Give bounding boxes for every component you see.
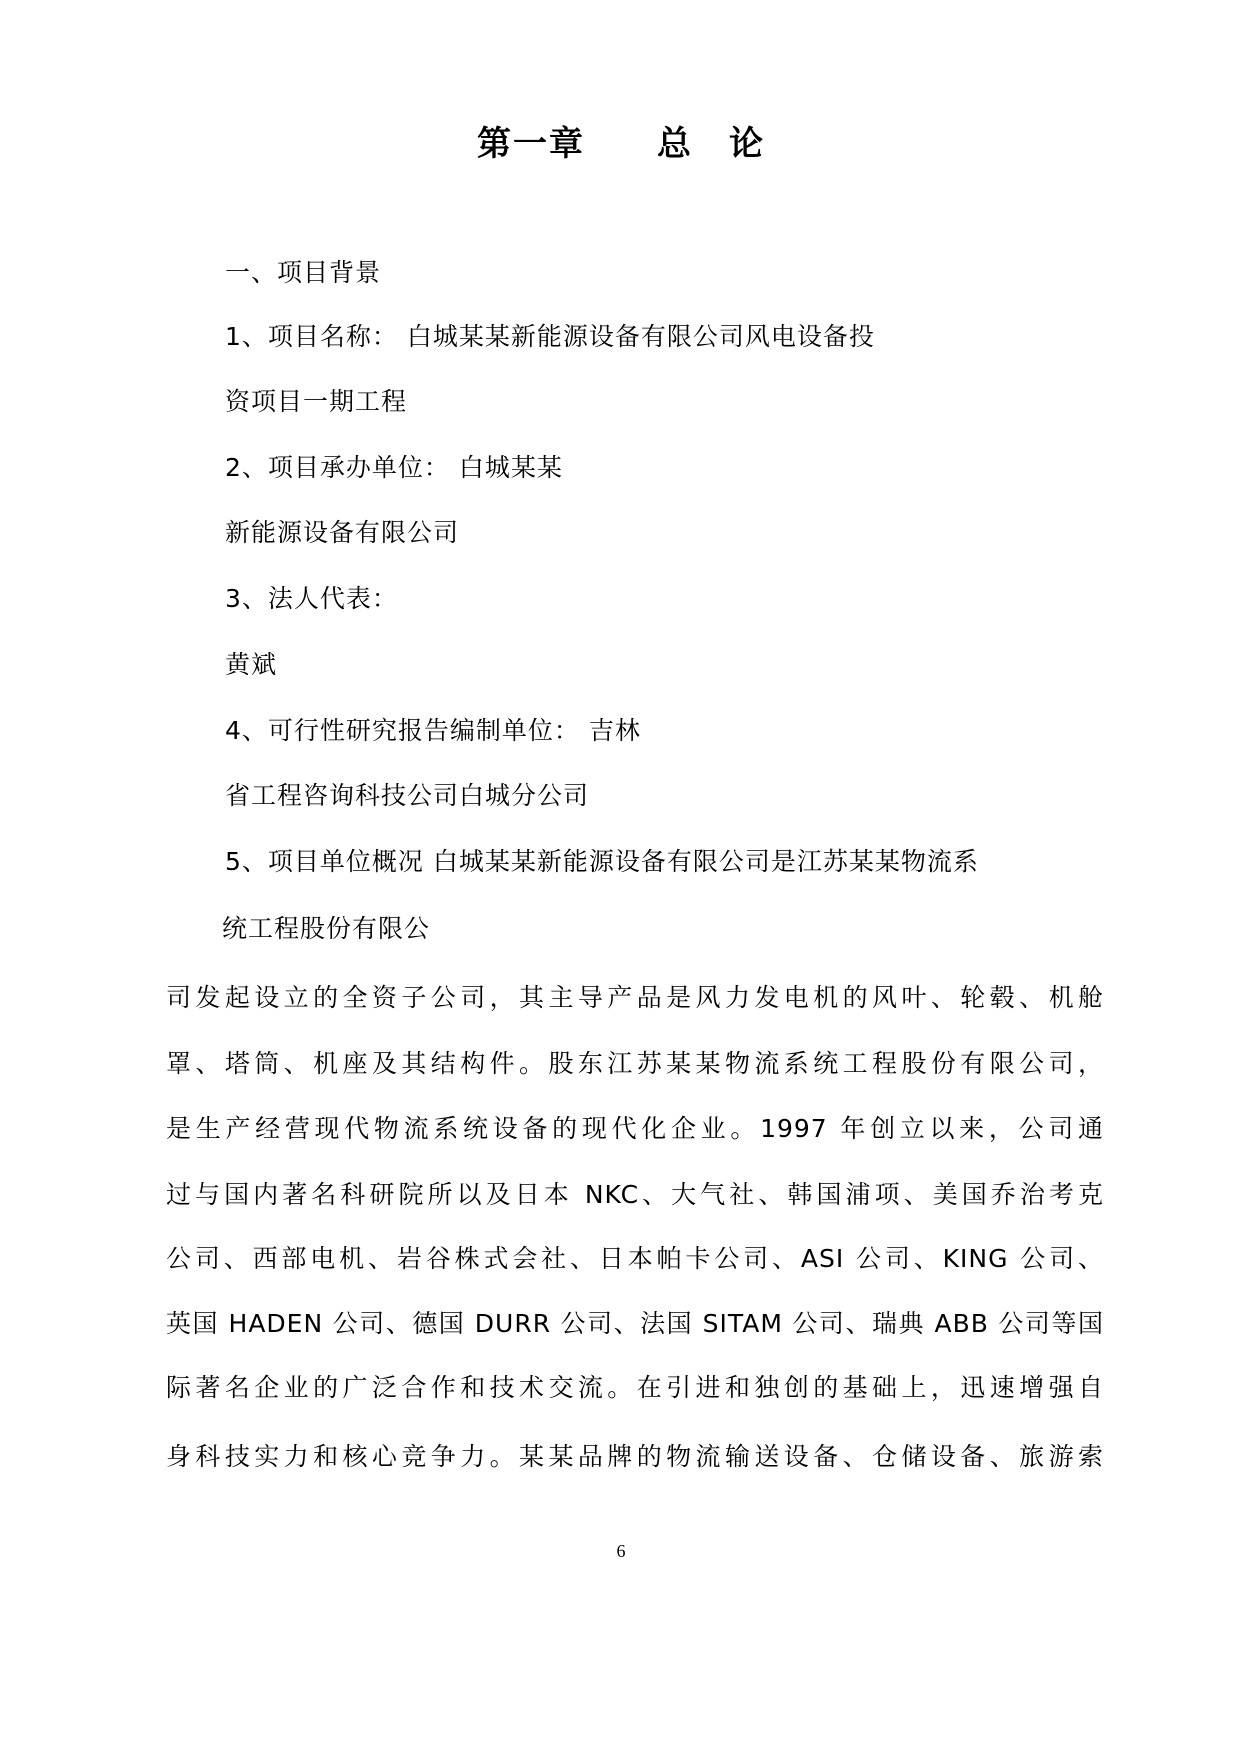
section-heading: 一、项目背景 xyxy=(225,258,382,287)
item-5-line-2: 统工程股份有限公 xyxy=(222,914,431,943)
body-line-7: 际著名企业的广泛合作和技术交流。在引进和独创的基础上，迅速增强自 xyxy=(166,1373,1104,1402)
body-line-4: 过与国内著名科研院所以及日本 NKC、大气社、韩国浦项、美国乔治考克 xyxy=(166,1180,1104,1209)
body-line-6: 英国 HADEN 公司、德国 DURR 公司、法国 SITAM 公司、瑞典 ABB 公司等国 xyxy=(166,1309,1104,1338)
item-2-line-1: 2、项目承办单位： 白城某某 xyxy=(225,453,563,482)
item-4-line-1: 4、可行性研究报告编制单位： 吉林 xyxy=(225,716,641,745)
item-1-line-2: 资项目一期工程 xyxy=(225,387,408,416)
item-5-line-1: 5、项目单位概况 白城某某新能源设备有限公司是江苏某某物流系 xyxy=(225,847,979,876)
item-1-line-1: 1、项目名称： 白城某某新能源设备有限公司风电设备投 xyxy=(225,322,875,351)
page-number: 6 xyxy=(616,1541,626,1561)
chapter-title: 第一章 总 论 xyxy=(477,124,765,164)
item-3-line-2: 黄斌 xyxy=(225,650,278,679)
body-line-1: 司发起设立的全资子公司，其主导产品是风力发电机的风叶、轮毂、机舱 xyxy=(166,983,1104,1012)
item-4-line-2: 省工程咨询科技公司白城分公司 xyxy=(225,781,590,810)
body-line-8: 身科技实力和核心竞争力。某某品牌的物流输送设备、仓储设备、旅游索 xyxy=(166,1442,1104,1471)
item-2-line-2: 新能源设备有限公司 xyxy=(225,518,460,547)
body-line-2: 罩、塔筒、机座及其结构件。股东江苏某某物流系统工程股份有限公司， xyxy=(166,1049,1104,1078)
item-3-line-1: 3、法人代表： xyxy=(225,584,398,613)
body-line-5: 公司、西部电机、岩谷株式会社、日本帕卡公司、ASI 公司、KING 公司、 xyxy=(166,1244,1104,1273)
body-line-3: 是生产经营现代物流系统设备的现代化企业。1997 年创立以来，公司通 xyxy=(166,1114,1104,1143)
